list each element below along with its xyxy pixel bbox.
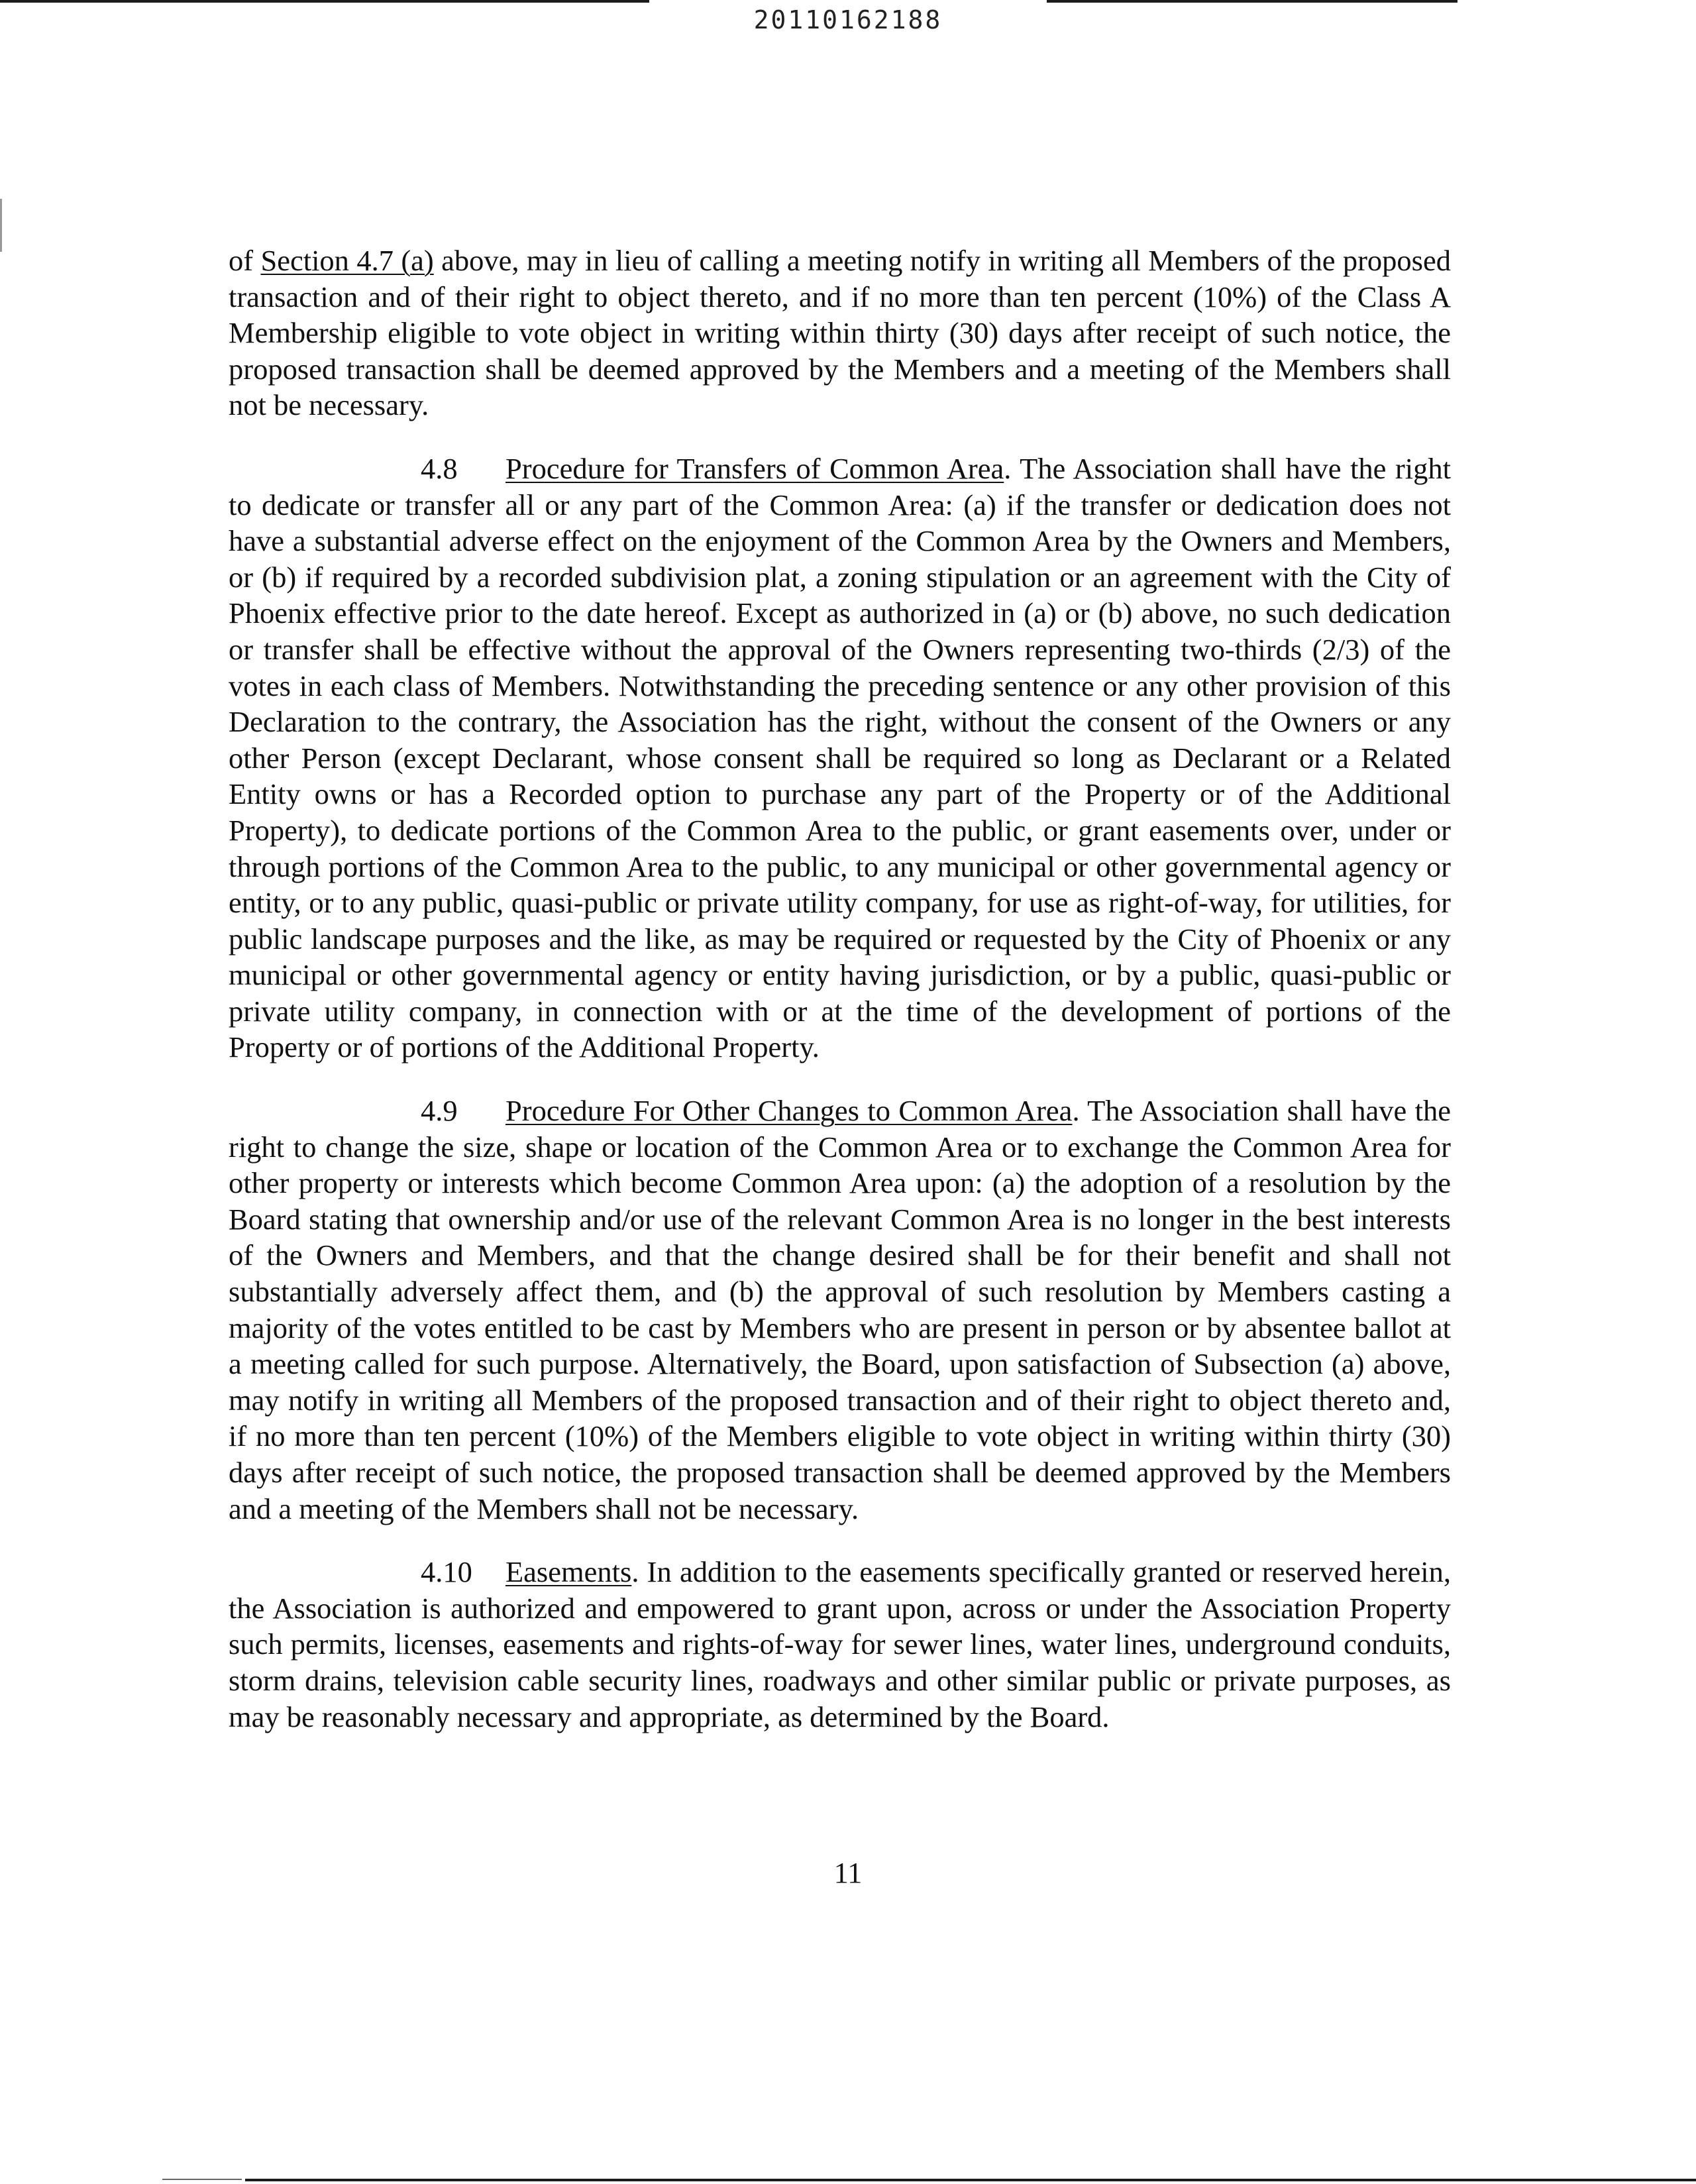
section-number: 4.10 — [421, 1555, 472, 1589]
recording-number: 20110162188 — [753, 5, 943, 34]
section-text: . In addition to the easements specifically granted or reserved herein, the Association is authorized and empowered to grant upon, across or under the Association Property such permits, licenses, easements and rights-of-way for sewer lines, water lines, underground conduits, storm drains, television cable security lines, roadways and other similar public or private purposes, as may be reasonably necessary and appropriate, as determined by the Board. — [229, 1555, 1451, 1733]
top-border-rule-left — [0, 0, 649, 3]
top-border-rule-right — [1047, 0, 1458, 3]
page-number: 11 — [833, 1856, 863, 1889]
section-4-8 — [229, 451, 1451, 1065]
section-heading: Procedure for Transfers of Common Area — [505, 451, 1004, 485]
document-body — [229, 243, 1451, 1762]
section-text: . The Association shall have the right to change the size, shape or location of the Common Area or to exchange the Common Area for other property or interests which become Common Area upon: (a) the adoption of a resolution by the Board stating that ownership and/or use of the relevant Common Area is no longer in the best interests of the Owners and Members, and that the change desired shall be for their benefit and shall not substantially adversely affect them, and (b) the approval of such resolution by Members casting a majority of the votes entitled to be cast by Members who are present in person or by absentee ballot at a meeting called for such purpose. Alternatively, the Board, upon satisfaction of Subsection (a) above, may notify in writing all Members of the proposed transaction and of their right to object thereto and, if no more than ten percent (10%) of the Members eligible to vote object in writing within thirty (30) days after receipt of such notice, the proposed transaction shall be deemed approved by the Members and a meeting of the Members shall not be necessary. — [229, 1094, 1451, 1525]
section-4-10 — [229, 1554, 1451, 1735]
section-reference: Section 4.7 (a) — [260, 244, 434, 277]
section-text: . The Association shall have the right to dedicate or transfer all or any part of the Common Area: (a) if the transfer or dedication does not have a substantial adverse effect on the enjoyment of the Common Area by the Owners and Members, or (b) if required by a recorded subdivision plat, a zoning stipulation or an agreement with the City of Phoenix effective prior to the date hereof. Except as authorized in (a) or (b) above, no such dedication or transfer shall be effective without the approval of the Owners representing two-thirds (2/3) of the votes in each class of Members. Notwithstanding the preceding sentence or any other provision of this Declaration to the contrary, the Association has the right, without the consent of the Owners or any other Person (except Declarant, whose consent shall be required so long as Declarant or a Related Entity owns or has a Recorded option to purchase any part of the Property or of the Additional Property), to dedicate portions of the Common Area to the public, or grant easements over, under or through portions of the Common Area to the public, to any municipal or other governmental agency or entity, or to any public, quasi-public or private utility company, for use as right-of-way, for utilities, for public landscape purposes and the like, as may be required or requested by the City of Phoenix or any municipal or other governmental agency or entity having jurisdiction, or by a public, quasi-public or private utility company, in connection with or at the time of the development of portions of the Property or of portions of the Additional Property. — [229, 451, 1451, 1064]
section-heading: Procedure For Other Changes to Common Area — [505, 1094, 1073, 1128]
section-number: 4.9 — [421, 1094, 458, 1128]
section-heading: Easements — [505, 1555, 632, 1589]
continuation-paragraph — [229, 243, 1451, 423]
bottom-border-rule-right — [245, 2179, 1696, 2181]
section-number: 4.8 — [421, 451, 458, 485]
bottom-border-rule-left — [162, 2179, 242, 2180]
section-4-9 — [229, 1093, 1451, 1527]
continuation-prefix: of — [229, 244, 261, 277]
scan-edge-mark — [0, 199, 2, 252]
continuation-text: above, may in lieu of calling a meeting notify in writing all Members of the proposed transaction and of their right to object thereto, and if no more than ten percent (10%) of the Class A Membership eligible to vote object in writing within thirty (30) days after receipt of such notice, the proposed transaction shall be deemed approved by the Members and a meeting of the Members shall not be necessary. — [229, 244, 1451, 422]
